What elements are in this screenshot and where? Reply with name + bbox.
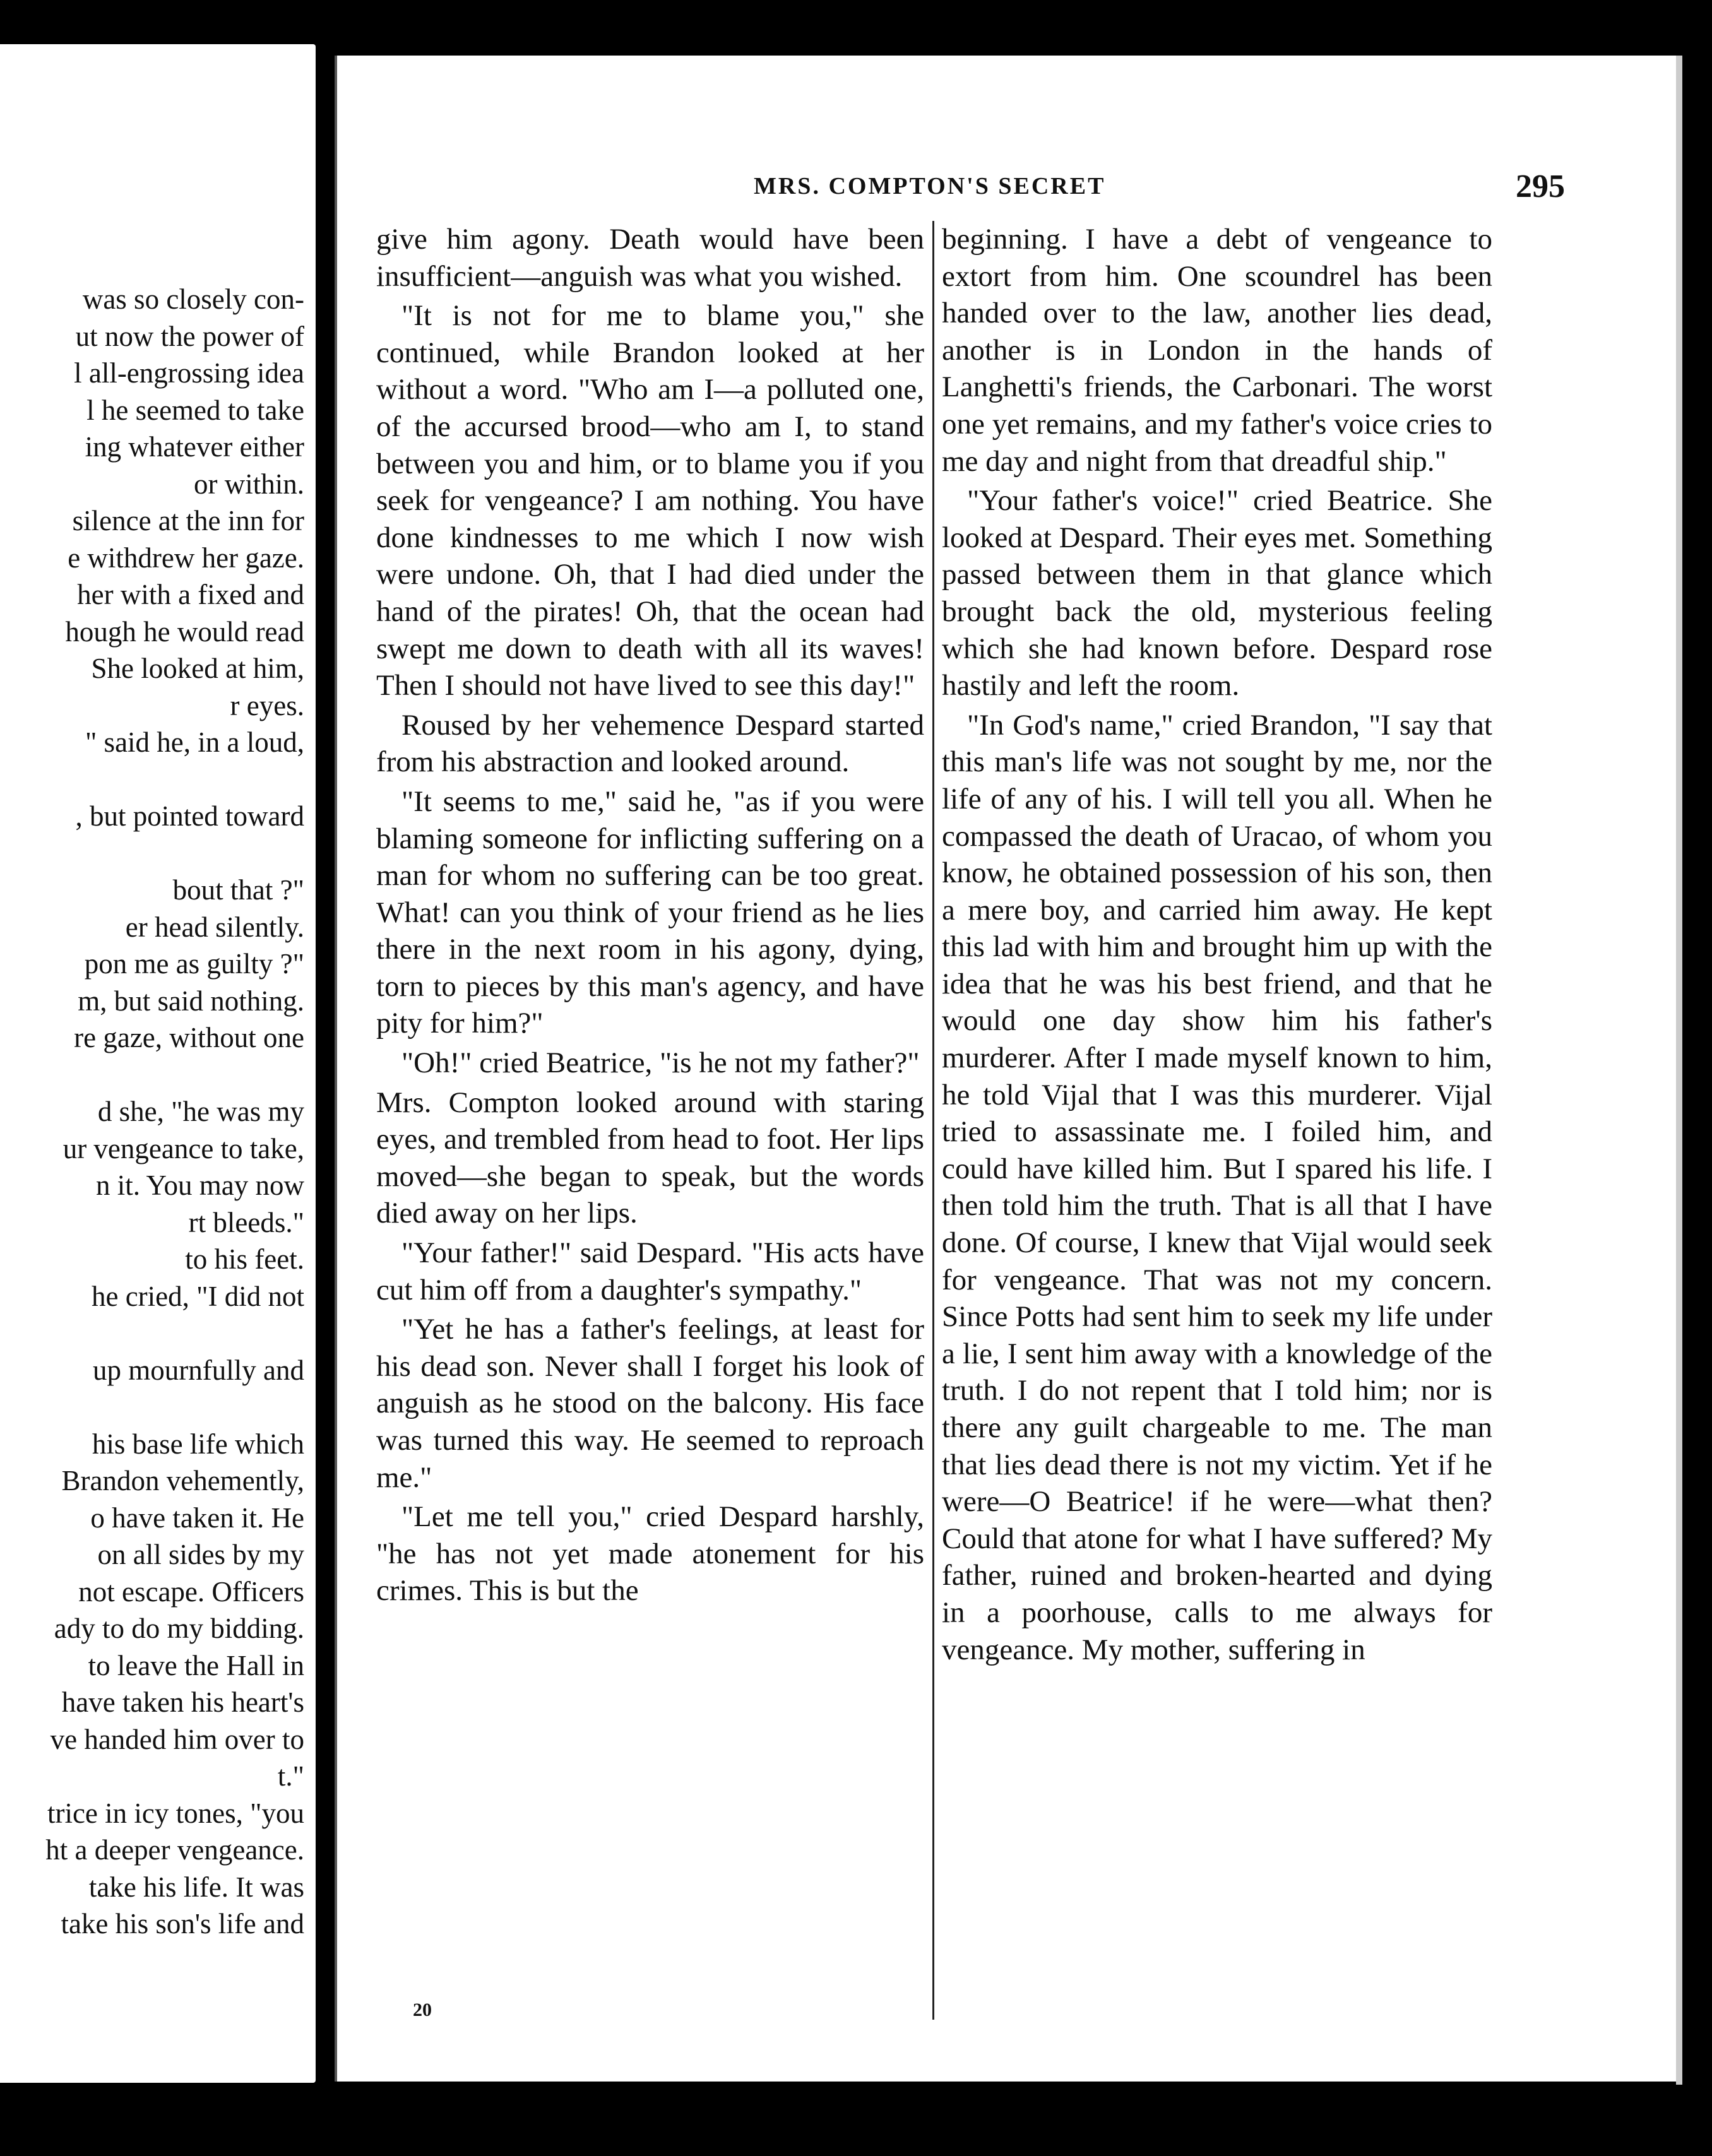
paragraph: give him agony. Death would have been insufficient—anguish was what you wished.: [376, 223, 924, 293]
paragraph: "Your father!" said Despard. "His acts have cut him off from a daughter's sympathy.": [376, 1236, 924, 1306]
left-page-line: ut now the power of: [75, 320, 304, 352]
left-page-line: n it. You may now: [95, 1170, 304, 1201]
paragraph: "It seems to me," said he, "as if you were blaming someone for inflicting suffering on a man for whom no suffering can be too great. What! can you think of your friend as he lies there in the next room in his agony, dying, torn to pieces by this man's agency, and have pity for him?": [376, 785, 924, 1040]
paragraph: "In God's name," cried Brandon, "I say that this man's life was not sought by me, nor the life of any of his. I will tell you all. When he compassed the death of Uracao, of whom you know, he obtained possession of his son, then a mere boy, and carried him away. He kept this lad with him and brought him up with the idea that he was his best friend, and that he would one day show him his father's murderer. After I made myself known to him, he told Vijal that I was this murderer. Vijal tried to assassinate me. I foiled him, and could have killed him. But I spared his life. I then told him the truth. That is all that I have done. Of course, I knew that Vijal would seek for vengeance. That was not my concern. Since Potts had sent him to seek my life under a lie, I sent him away with a knowledge of the truth. I do not repent that I told him; nor is there any guilt chargeable to me. The man that lies dead there is not my victim. Yet if he were—O Beatrice! if he were—what then? Could that atone for what I have suffered? My father, ruined and broken-hearted and dying in a poorhouse, calls to me always for vengeance. My mother, suffering in: [942, 708, 1492, 1666]
left-page-line: l he seemed to take: [86, 394, 304, 426]
left-page-line: , but pointed toward: [75, 800, 304, 832]
paragraph: "It is not for me to blame you," she continued, while Brandon looked at her without a word. "Who am I—a polluted one, of the accursed brood—who am I, to stand between you and him, or to blame you if you seek for vengeance? I am nothing. You have done kindnesses to me which I now wish were undone. Oh, that I had died under the hand of the pirates! Oh, that the ocean had swept me down to death with all its waves! Then I should not have lived to see this day!": [376, 299, 924, 702]
left-page-line: er head silently.: [125, 911, 304, 943]
left-page-line: [0, 1389, 304, 1426]
left-page-line: " said he, in a loud,: [85, 726, 304, 758]
paragraph: Mrs. Compton looked around with staring eyes, and trembled from head to foot. Her lips moved—she began to speak, but the words died away on her lips.: [376, 1086, 924, 1230]
left-page-line: pon me as guilty ?": [84, 948, 304, 980]
left-page-line: not escape. Officers: [78, 1575, 304, 1608]
paragraph: "Let me tell you," cried Despard harshly, "he has not yet made atonement for his crimes. This is but the: [376, 1500, 924, 1608]
left-page-line: re gaze, without one: [74, 1022, 304, 1053]
left-page-line: She looked at him,: [91, 653, 304, 684]
column-divider: [932, 221, 934, 2020]
left-page-line: her with a fixed and: [77, 579, 304, 610]
text-column-left: [376, 221, 924, 1612]
left-page-line: ve handed him over to: [50, 1723, 304, 1755]
left-page-line: e withdrew her gaze.: [68, 542, 304, 574]
left-page-line: hough he would read: [65, 615, 304, 648]
left-page-line: ady to do my bidding.: [54, 1613, 304, 1644]
left-page-line: was so closely con-: [82, 283, 304, 315]
left-page-line: [0, 1057, 304, 1094]
left-page-line: ht a deeper vengeance.: [45, 1834, 304, 1866]
left-page-line: [0, 761, 304, 798]
page-edge: [1676, 56, 1682, 2085]
left-page-line: he cried, "I did not: [91, 1280, 304, 1312]
left-page-line: [0, 835, 304, 872]
left-page-lines: [0, 281, 304, 1943]
left-page-line: take his life. It was: [88, 1871, 304, 1903]
right-page: [335, 56, 1679, 2082]
paragraph: beginning. I have a debt of vengeance to extort from him. One scoundrel has been handed over to the law, another lies dead, another is in London in the hands of Langhetti's friends, the Carbonari. The worst one yet remains, and my father's voice cries to me day and night from that dreadful ship.": [942, 223, 1492, 478]
running-head: MRS. COMPTON'S SECRET: [754, 173, 1106, 199]
left-page-line: d she, "he was my: [97, 1096, 304, 1127]
left-page-line: to leave the Hall in: [88, 1649, 304, 1681]
page-number: 295: [1516, 169, 1565, 204]
left-page-line: t.": [277, 1760, 304, 1792]
left-page-line: silence at the inn for: [72, 505, 304, 536]
paragraph: Roused by her vehemence Despard started from his abstraction and looked around.: [376, 708, 924, 779]
left-page-line: bout that ?": [172, 874, 304, 906]
left-page-line: his base life which: [92, 1428, 304, 1460]
text-column-right: [942, 221, 1492, 1671]
left-page-line: rt bleeds.": [188, 1206, 304, 1238]
left-page-line: have taken his heart's: [61, 1686, 304, 1718]
left-page-line: or within.: [194, 468, 304, 500]
left-page-line: Brandon vehemently,: [61, 1465, 304, 1496]
left-page-line: up mournfully and: [93, 1354, 304, 1386]
left-page-line: [0, 1315, 304, 1352]
left-page-line: o have taken it. He: [90, 1502, 304, 1534]
left-page-line: trice in icy tones, "you: [47, 1797, 304, 1829]
left-page-line: take his son's life and: [61, 1908, 304, 1940]
left-page-line: r eyes.: [230, 689, 304, 721]
paragraph: "Your father's voice!" cried Beatrice. She looked at Despard. Their eyes met. Something passed between them in that glance which brought back the old, mysterious feeling which she had known before. Despard rose hastily and left the room.: [942, 484, 1492, 702]
signature-mark: 20: [413, 1999, 432, 2020]
left-page-line: l all-engrossing idea: [74, 357, 304, 389]
left-page-line: ur vengeance to take,: [62, 1132, 304, 1164]
left-page-line: ing whatever either: [85, 431, 304, 463]
left-page-line: to his feet.: [185, 1243, 304, 1275]
left-page-line: m, but said nothing.: [78, 985, 304, 1017]
paragraph: "Yet he has a father's feelings, at least for his dead son. Never shall I forget his look of anguish as he stood on the balcony. His face was turned this way. He seemed to reproach me.": [376, 1313, 924, 1494]
left-page-line: on all sides by my: [97, 1539, 304, 1570]
left-facing-page: [0, 44, 316, 2083]
paragraph: "Oh!" cried Beatrice, "is he not my father?": [401, 1046, 920, 1080]
